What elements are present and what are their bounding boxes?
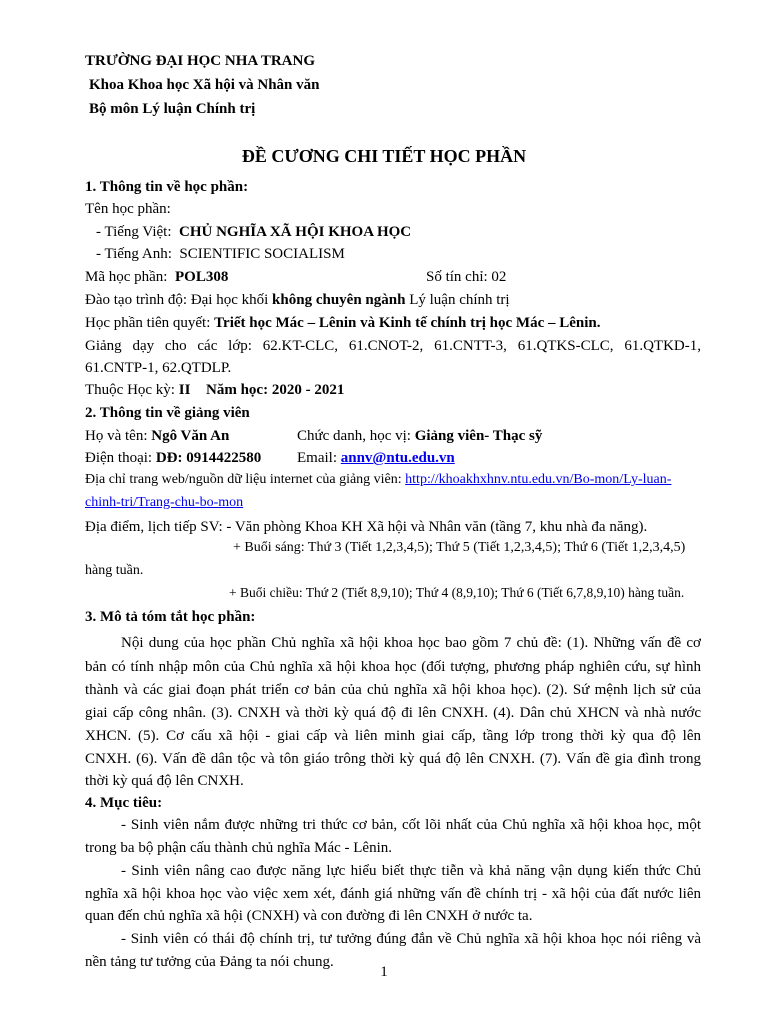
objective-3-line-2: nền tảng tư tưởng của Đảng ta nói chung. bbox=[85, 954, 334, 970]
vn-label: - Tiếng Việt: bbox=[96, 224, 172, 240]
semester-label: Thuộc Học kỳ: bbox=[85, 382, 175, 398]
en-value: SCIENTIFIC SOCIALISM bbox=[179, 246, 345, 262]
lecturer-email bbox=[297, 449, 455, 467]
name-value: Ngô Văn An bbox=[151, 428, 230, 444]
morning-schedule-cont: hàng tuần. bbox=[85, 563, 144, 578]
summary-line-4: giai cấp công nhân. (3). CNXH và thời kỳ quá độ đi lên CNXH. (4). Dân chủ XHCN và nhà nước bbox=[85, 705, 701, 721]
university-name: TRƯỜNG ĐẠI HỌC NHA TRANG bbox=[85, 53, 316, 69]
summary-line-7: thời kỳ quá độ lên CNXH. bbox=[85, 773, 244, 789]
phone-value: DĐ: 0914422580 bbox=[155, 450, 262, 466]
web-link-cont[interactable]: chinh-tri/Trang-chu-bo-mon bbox=[85, 495, 244, 510]
objective-2-line-2: nghĩa xã hội khoa học vào việc xem xét, đánh giá những vấn đề chính trị - xã hội của đất nước liên bbox=[85, 886, 701, 902]
web-line-2 bbox=[85, 495, 243, 512]
summary-line-5: XHCN. (5). Cơ cấu xã hội - giai cấp và liên minh giai cấp, tầng lớp trong thời kỳ qua độ lên bbox=[85, 728, 701, 744]
training-level bbox=[85, 291, 510, 309]
section-2-heading: 2. Thông tin về giảng viên bbox=[85, 405, 250, 421]
objective-2-line-3: quan đến chủ nghĩa xã hội (CNXH) và con đường đi lên CNXH ở nước ta. bbox=[85, 908, 533, 924]
credits-value: 02 bbox=[491, 269, 507, 285]
faculty-name: Khoa Khoa học Xã hội và Nhân văn bbox=[89, 77, 320, 93]
level-c: Lý luận chính trị bbox=[409, 292, 510, 308]
web-link[interactable]: http://khoakhxhnv.ntu.edu.vn/Bo-mon/Ly-luan- bbox=[405, 472, 672, 487]
web-label: Địa chỉ trang web/nguồn dữ liệu internet của giảng viên: bbox=[85, 472, 402, 487]
title-value: Giảng viên- Thạc sỹ bbox=[414, 428, 543, 444]
lecturer-phone bbox=[85, 449, 261, 467]
prereq-value: Triết học Mác – Lênin và Kinh tế chính trị học Mác – Lênin. bbox=[214, 315, 601, 331]
page-number: 1 bbox=[380, 964, 388, 980]
academic-year: Năm học: 2020 - 2021 bbox=[206, 382, 345, 398]
phone-label: Điện thoại: bbox=[85, 450, 153, 466]
lecturer-name bbox=[85, 427, 229, 445]
objective-3-line-1: - Sinh viên có thái độ chính trị, tư tưởng đúng đắn về Chủ nghĩa xã hội khoa học nói riêng và bbox=[121, 931, 701, 947]
lecturer-title bbox=[297, 427, 542, 445]
credits bbox=[426, 268, 506, 286]
section-3-heading: 3. Mô tả tóm tắt học phần: bbox=[85, 609, 256, 625]
semester bbox=[85, 381, 190, 399]
title-label: Chức danh, học vị: bbox=[297, 428, 411, 444]
level-a: Đào tạo trình độ: Đại học khối bbox=[85, 292, 269, 308]
classes-line-1: Giảng dạy cho các lớp: 62.KT-CLC, 61.CNOT-2, 61.CNTT-3, 61.QTKS-CLC, 61.QTKD-1, bbox=[85, 338, 701, 354]
section-1-heading: 1. Thông tin về học phần: bbox=[85, 179, 249, 195]
email-label: Email: bbox=[297, 450, 337, 466]
objective-1-line-1: - Sinh viên nắm được những tri thức cơ bản, cốt lõi nhất của Chủ nghĩa xã hội khoa học, một bbox=[121, 817, 701, 833]
course-name-label: Tên học phần: bbox=[85, 201, 171, 217]
summary-line-1: Nội dung của học phần Chủ nghĩa xã hội khoa học bao gồm 7 chủ đề: (1). Những vấn đề cơ bbox=[121, 635, 701, 651]
course-code bbox=[85, 268, 228, 286]
en-label: - Tiếng Anh: bbox=[96, 246, 172, 262]
prereq-label: Học phần tiên quyết: bbox=[85, 315, 211, 331]
code-label: Mã học phần: bbox=[85, 269, 168, 285]
summary-line-3: thành và các giai đoạn phát triển cơ bản của chủ nghĩa xã hội khoa học). (2). Sứ mệnh lịch sử của bbox=[85, 682, 701, 698]
prerequisite bbox=[85, 314, 601, 332]
level-b: không chuyên ngành bbox=[272, 292, 406, 308]
objective-1-line-2: trong ba bộ phận cấu thành chủ nghĩa Mác - Lênin. bbox=[85, 840, 392, 856]
location-line: Địa điểm, lịch tiếp SV: - Văn phòng Khoa KH Xã hội và Nhân văn (tầng 7, khu nhà đa năng). bbox=[85, 519, 648, 535]
summary-line-2: bản có tính nhập môn của Chủ nghĩa xã hội khoa học (đối tượng, phương pháp nghiên cứu, sự hình bbox=[85, 659, 701, 675]
classes-line-2: 61.CNTP-1, 62.QTDLP. bbox=[85, 360, 232, 376]
credits-label: Số tín chỉ: bbox=[426, 269, 488, 285]
vn-value: CHỦ NGHĨA XÃ HỘI KHOA HỌC bbox=[179, 224, 412, 240]
department-name: Bộ môn Lý luận Chính trị bbox=[89, 101, 256, 117]
code-value: POL308 bbox=[174, 269, 229, 285]
course-name-en bbox=[96, 245, 345, 263]
section-4-heading: 4. Mục tiêu: bbox=[85, 795, 163, 811]
objective-2-line-1: - Sinh viên nâng cao được năng lực hiểu biết thực tiễn và khả năng vận dụng kiến thức Chủ bbox=[121, 863, 701, 879]
document-title: ĐỀ CƯƠNG CHI TIẾT HỌC PHẦN bbox=[241, 146, 527, 166]
course-name-vn bbox=[96, 223, 411, 241]
web-line bbox=[85, 472, 671, 489]
afternoon-schedule: + Buổi chiều: Thứ 2 (Tiết 8,9,10); Thứ 4 (8,9,10); Thứ 6 (Tiết 6,7,8,9,10) hàng tuần. bbox=[229, 585, 685, 600]
email-link[interactable]: annv@ntu.edu.vn bbox=[340, 450, 455, 466]
semester-value: II bbox=[178, 382, 191, 398]
name-label: Họ và tên: bbox=[85, 428, 148, 444]
morning-schedule: + Buổi sáng: Thứ 3 (Tiết 1,2,3,4,5); Thứ 5 (Tiết 1,2,3,4,5); Thứ 6 (Tiết 1,2,3,4,5) bbox=[233, 540, 686, 555]
summary-line-6: CNXH. (6). Vấn đề dân tộc và tôn giáo trông thời kỳ quá độ lên CNXH. (7). Vấn đề gia đình trong bbox=[85, 751, 701, 767]
